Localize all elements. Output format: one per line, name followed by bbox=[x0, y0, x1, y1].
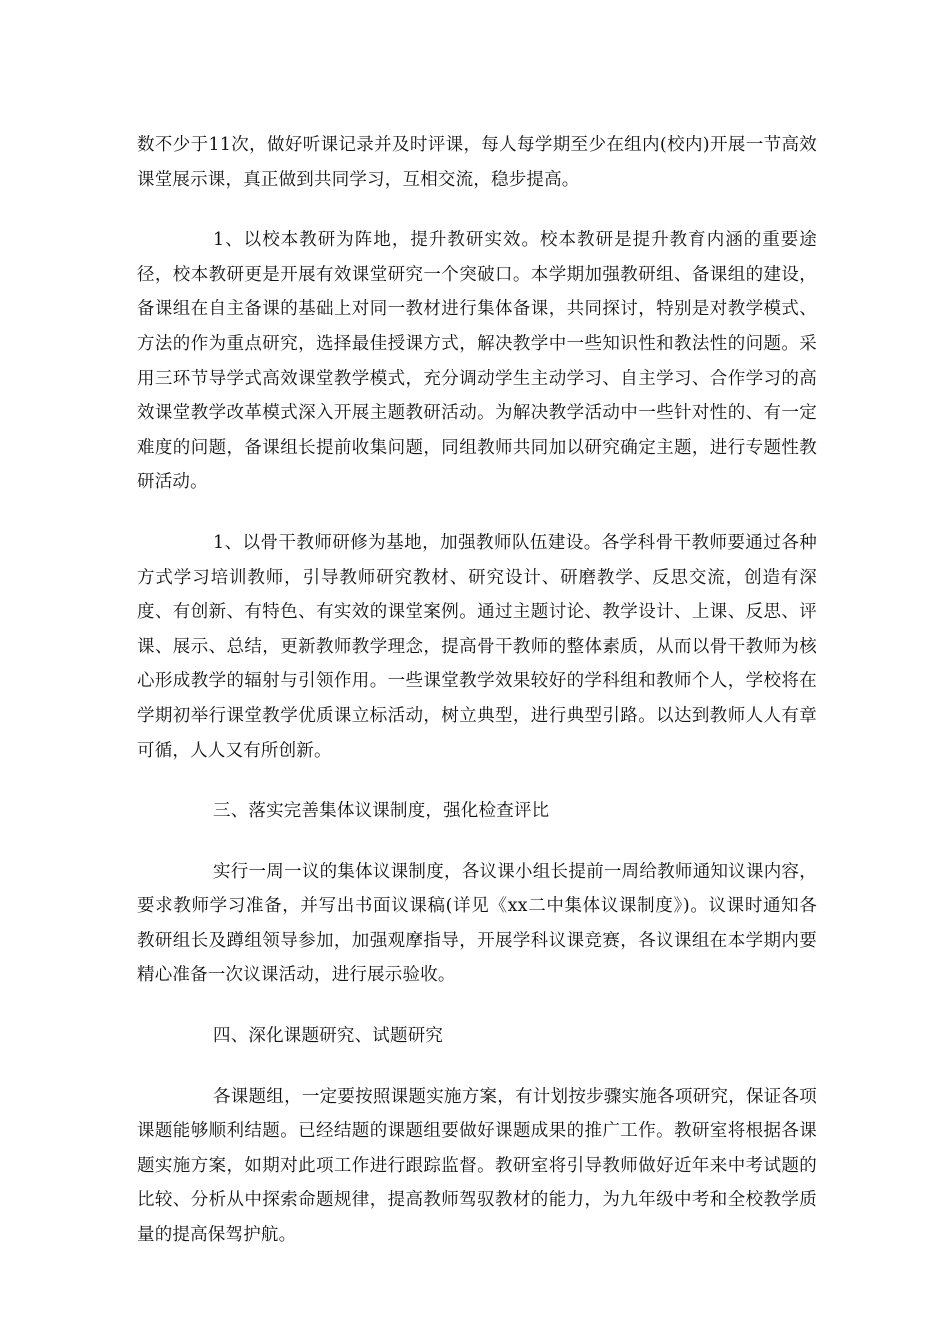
paragraph-backbone-teachers: 1、以骨干教师研修为基地，加强教师队伍建设。各学科骨干教师要通过各种方式学习培训教师，引导教师研究教材、研究设计、研磨教学、反思交流，创造有深度、有创新、有特色、有实效的课堂案例。通过主题讨论、教学设计、上课、反思、评课、展示、总结，更新教师教学理念，提高骨干教师的整体素质，从而以骨干教师为核心形成教学的辐射与引领作用。一些课堂教学效果较好的学科组和教师个人，学校将在学期初举行课堂教学优质课立标活动，树立典型，进行典型引路。以达到教师人人有章可循，人人又有所创新。 bbox=[137, 532, 817, 761]
paragraph-continuation: 数不少于11次，做好听课记录并及时评课，每人每学期至少在组内(校内)开展一节高效课堂展示课，真正做到共同学习，互相交流，稳步提高。 bbox=[137, 135, 817, 190]
section-heading-four: 四、深化课题研究、试题研究 bbox=[213, 1026, 444, 1047]
paragraph-collective-lesson: 实行一周一议的集体议课制度，各议课小组长提前一周给教师通知议课内容，要求教师学习准备，并写出书面议课稿(详见《xx二中集体议课制度》)。议课时通知各教研组长及蹲组领导参加，加强观摩指导，开展学科议课竞赛，各议课组在本学期内要精心准备一次议课活动，进行展示验收。 bbox=[137, 861, 817, 986]
paragraph-research-topics: 各课题组，一定要按照课题实施方案，有计划按步骤实施各项研究，保证各项课题能够顺利结题。已经结题的课题组要做好课题成果的推广工作。教研室将根据各课题实施方案，如期对此项工作进行跟踪监督。教研室将引导教师做好近年来中考试题的比较、分析从中探索命题规律，提高教师驾驭教材的能力，为九年级中考和全校教学质量的提高保驾护航。 bbox=[137, 1086, 817, 1246]
section-heading-three: 三、落实完善集体议课制度，强化检查评比 bbox=[213, 801, 550, 822]
paragraph-school-research: 1、以校本教研为阵地，提升教研实效。校本教研是提升教育内涵的重要途径，校本教研更是开展有效课堂研究一个突破口。本学期加强教研组、备课组的建设，备课组在自主备课的基础上对同一教材进行集体备课，共同探讨，特别是对教学模式、方法的作为重点研究，选择最佳授课方式，解决教学中一些知识性和教法性的问题。采用三环节导学式高效课堂教学模式，充分调动学生主动学习、自主学习、合作学习的高效课堂教学改革模式深入开展主题教研活动。为解决教学活动中一些针对性的、有一定难度的问题，备课组长提前收集问题，同组教师共同加以研究确定主题，进行专题性教研活动。 bbox=[137, 230, 817, 493]
document-body bbox=[137, 128, 817, 1279]
